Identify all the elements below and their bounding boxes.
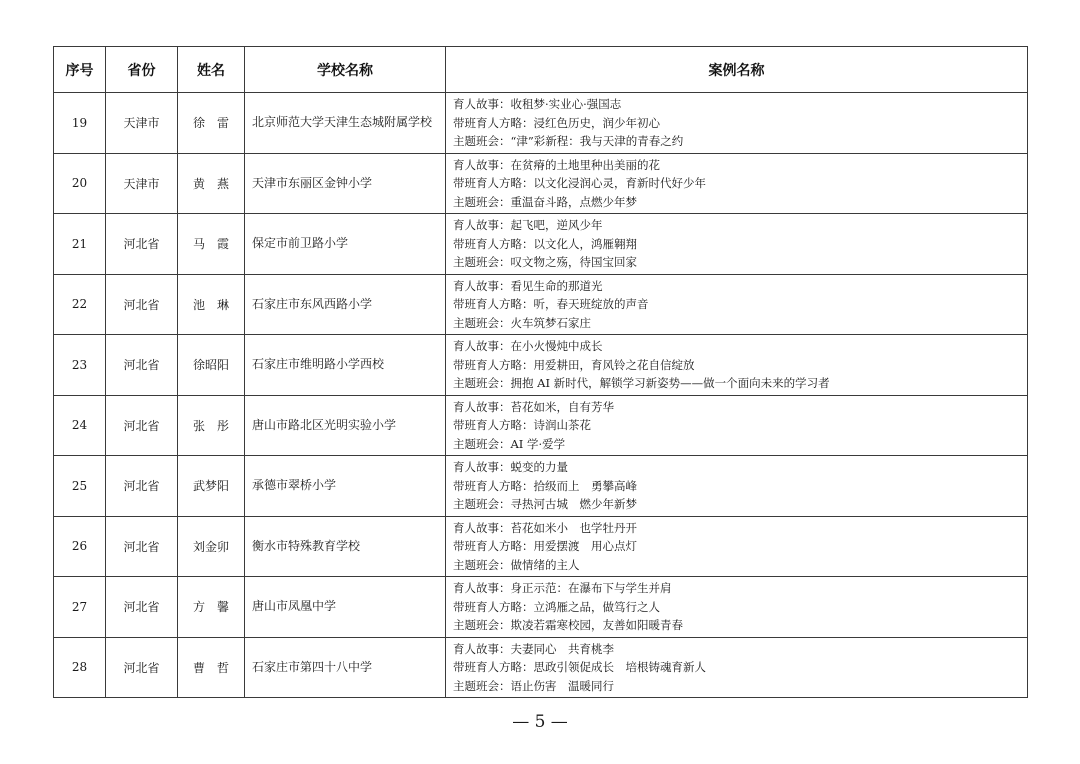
table-row (54, 214, 1028, 275)
cell-school-name: 唐山市凤凰中学 (245, 577, 446, 638)
case-table (53, 46, 1028, 698)
cell-case-names (446, 153, 1028, 214)
case-line: 主题班会：做情绪的主人 (453, 557, 580, 572)
cell-person-name: 徐昭阳 (178, 335, 245, 396)
cell-case-names (446, 335, 1028, 396)
cell-school-name: 石家庄市第四十八中学 (245, 637, 446, 698)
cell-school-name: 保定市前卫路小学 (245, 214, 446, 275)
case-line: 育人故事：身正示范：在瀑布下与学生并肩 (453, 581, 672, 595)
case-line: 主题班会：寻热河古城 燃少年新梦 (453, 497, 637, 511)
header-serial-number: 序号 (54, 47, 106, 93)
cell-serial-number: 25 (54, 456, 106, 517)
cell-province: 河北省 (106, 456, 178, 517)
cell-case-names (446, 637, 1028, 698)
case-line: 育人故事：在贫瘠的土地里种出美丽的花 (453, 157, 660, 172)
case-line: 带班育人方略：拾级而上 勇攀高峰 (453, 478, 637, 493)
cell-school-name: 承德市翠桥小学 (245, 456, 446, 517)
case-line: 主题班会：火车筑梦石家庄 (453, 315, 591, 330)
case-line: 带班育人方略：思政引领促成长 培根铸魂育新人 (453, 660, 706, 674)
case-line: 带班育人方略：用爱耕田，育风铃之花自信绽放 (453, 357, 695, 372)
table-row (54, 516, 1028, 577)
cell-serial-number: 26 (54, 516, 106, 577)
cell-person-name: 武梦阳 (178, 456, 245, 517)
header-province: 省份 (106, 47, 178, 93)
cell-serial-number: 20 (54, 153, 106, 214)
table-header-row (54, 47, 1028, 93)
cell-serial-number: 28 (54, 637, 106, 698)
cell-case-names (446, 516, 1028, 577)
case-line: 育人故事：在小火慢炖中成长 (453, 339, 603, 353)
cell-province: 天津市 (106, 93, 178, 154)
case-line: 带班育人方略：浸红色历史，润少年初心 (453, 115, 660, 130)
case-line: 育人故事：起飞吧，逆风少年 (453, 218, 603, 232)
table-row (54, 274, 1028, 335)
cell-serial-number: 22 (54, 274, 106, 335)
cell-serial-number: 27 (54, 577, 106, 638)
table-row (54, 395, 1028, 456)
page-number: — 5 — (512, 712, 568, 732)
cell-province: 河北省 (106, 577, 178, 638)
cell-province: 河北省 (106, 637, 178, 698)
case-line: 主题班会：“津”彩新程：我与天津的青春之约 (453, 134, 684, 148)
case-line: 育人故事：看见生命的那道光 (453, 278, 603, 293)
cell-serial-number: 24 (54, 395, 106, 456)
cell-school-name: 石家庄市维明路小学西校 (245, 335, 446, 396)
cell-school-name: 唐山市路北区光明实验小学 (245, 395, 446, 456)
cell-case-names (446, 395, 1028, 456)
table-row (54, 93, 1028, 154)
cell-case-names (446, 577, 1028, 638)
case-line: 带班育人方略：以文化浸润心灵，育新时代好少年 (453, 176, 706, 190)
table-row (54, 577, 1028, 638)
cell-serial-number: 21 (54, 214, 106, 275)
table-body (54, 93, 1028, 698)
table-row (54, 456, 1028, 517)
case-line: 主题班会：AI 学·爱学 (453, 436, 566, 451)
case-line: 育人故事：夫妻同心 共育桃李 (453, 641, 614, 656)
case-line: 主题班会：欺凌若霜寒校园，友善如阳暖青春 (453, 618, 683, 632)
case-line: 主题班会：拥抱 AI 新时代，解锁学习新姿势——做一个面向未来的学习者 (453, 376, 830, 390)
cell-case-names (446, 274, 1028, 335)
case-line: 带班育人方略：用爱摆渡 用心点灯 (453, 539, 637, 553)
cell-person-name: 方 馨 (178, 577, 245, 638)
case-line: 带班育人方略：听，春天班绽放的声音 (453, 297, 649, 311)
case-line: 育人故事：蜕变的力量 (453, 460, 568, 474)
cell-school-name: 天津市东丽区金钟小学 (245, 153, 446, 214)
cell-case-names (446, 214, 1028, 275)
cell-province: 河北省 (106, 395, 178, 456)
table-row (54, 335, 1028, 396)
table-row (54, 153, 1028, 214)
cell-province: 河北省 (106, 335, 178, 396)
case-line: 主题班会：重温奋斗路，点燃少年梦 (453, 194, 637, 209)
cell-school-name: 石家庄市东风西路小学 (245, 274, 446, 335)
cell-school-name: 北京师范大学天津生态城附属学校 (245, 93, 446, 154)
cell-case-names (446, 456, 1028, 517)
header-school-name: 学校名称 (245, 47, 446, 93)
cell-province: 河北省 (106, 516, 178, 577)
case-line: 主题班会：语止伤害 温暖同行 (453, 678, 614, 693)
cell-school-name: 衡水市特殊教育学校 (245, 516, 446, 577)
cell-province: 天津市 (106, 153, 178, 214)
cell-person-name: 池 琳 (178, 274, 245, 335)
table-row (54, 637, 1028, 698)
cell-serial-number: 23 (54, 335, 106, 396)
cell-province: 河北省 (106, 274, 178, 335)
cell-province: 河北省 (106, 214, 178, 275)
case-line: 育人故事：苔花如米，自有芳华 (453, 399, 614, 414)
header-name: 姓名 (178, 47, 245, 93)
cell-person-name: 曹 哲 (178, 637, 245, 698)
case-table-container (53, 46, 1027, 698)
case-line: 主题班会：叹文物之殇，待国宝回家 (453, 255, 637, 269)
header-case-name: 案例名称 (446, 47, 1028, 93)
cell-case-names (446, 93, 1028, 154)
case-line: 带班育人方略：立鸿雁之品，做笃行之人 (453, 599, 660, 614)
case-line: 带班育人方略：以文化人，鸿雁翱翔 (453, 236, 637, 251)
cell-person-name: 黄 燕 (178, 153, 245, 214)
cell-person-name: 张 彤 (178, 395, 245, 456)
cell-serial-number: 19 (54, 93, 106, 154)
cell-person-name: 刘金卯 (178, 516, 245, 577)
case-line: 育人故事：收租梦·实业心·强国志 (453, 97, 622, 111)
cell-person-name: 马 霞 (178, 214, 245, 275)
cell-person-name: 徐 雷 (178, 93, 245, 154)
case-line: 育人故事：苔花如米小 也学牡丹开 (453, 520, 637, 535)
case-line: 带班育人方略：诗润山茶花 (453, 418, 591, 432)
